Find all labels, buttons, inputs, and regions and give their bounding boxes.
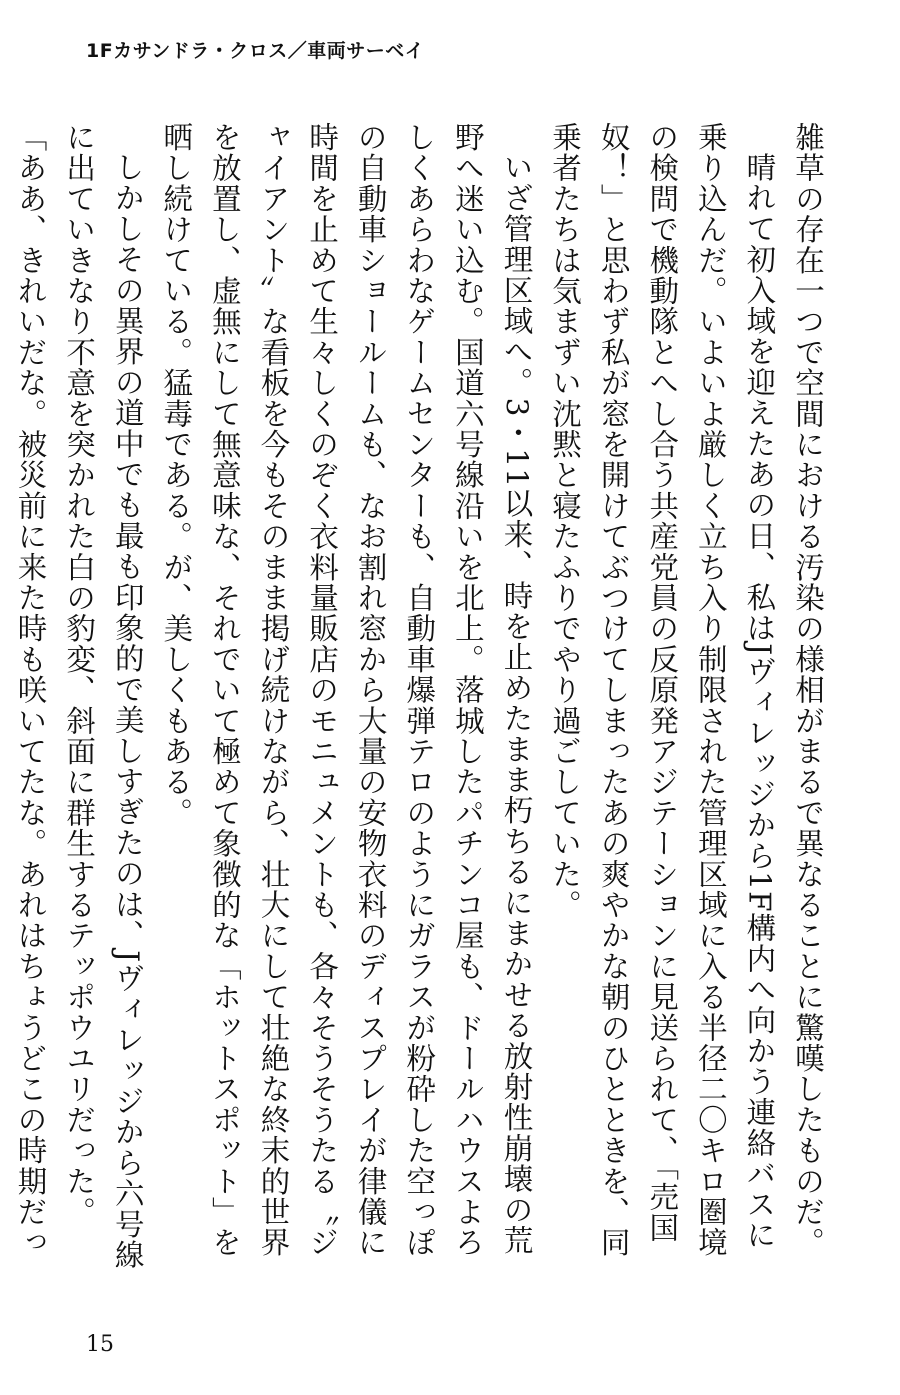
paragraph-4: しかしその異界の道中でも最も印象的で美しすぎたのは、Jヴィレッジから六号線に出ていきなり不意を突かれた白の豹変、斜面に群生するテッポウユリだった。: [62, 122, 145, 1270]
paragraph-5-dialogue: 「ああ、きれいだな。被災前に来た時も咲いてたな。あれはちょうどこの時期だっ: [13, 122, 48, 1258]
paragraph-1: 雑草の存在一つで空間における汚染の様相がまるで異なることに驚嘆したものだ。: [791, 122, 825, 1258]
paragraph-3: いざ管理区域へ。3・11以来、時を止めたまま朽ちるにまかせる放射性崩壊の荒野へ迷い込む。国道六号線沿いを北上。落城したパチンコ屋も、ドールハウスよろしくあらわなゲームセンターも、自動車爆弾テロのようにガラスが粉砕した空っぽの自動車ショールームも、なお割れ窓から大量の安物衣料のディスプレイが律儀に時間を止めて生々しくのぞく衣料量販店のモニュメントも、各々そうそうたる〝ジャイアント〟な看板を今もそのまま掲げ続けながら、壮大にして壮絶な終末的世界を放置し、虚無にして無意味な、それでいて極めて象徴的な「ホットスポット」を晒し続けている。猛毒である。が、美しくもある。: [159, 122, 534, 1258]
vertical-body-text: [13, 122, 832, 1272]
page-number: 15: [86, 1332, 114, 1357]
paragraph-2: 晴れて初入域を迎えたあの日、私はJヴィレッジから1F構内へ向かう連絡バスに乗り込んだ。いよいよ厳しく立ち入り制限された管理区域に入る半径二〇キロ圏境の検問で機動隊とへし合う共産党員の反原発アジテーションに見送られて、「売国奴！」と思わず私が窓を開けてぶつけてしまったあの爽やかな朝のひとときを、同乗者たちは気まずい沈黙と寝たふりでやり過ごしていた。: [548, 122, 777, 1258]
running-header: 1Fカサンドラ・クロス／車両サーベイ: [86, 40, 425, 62]
